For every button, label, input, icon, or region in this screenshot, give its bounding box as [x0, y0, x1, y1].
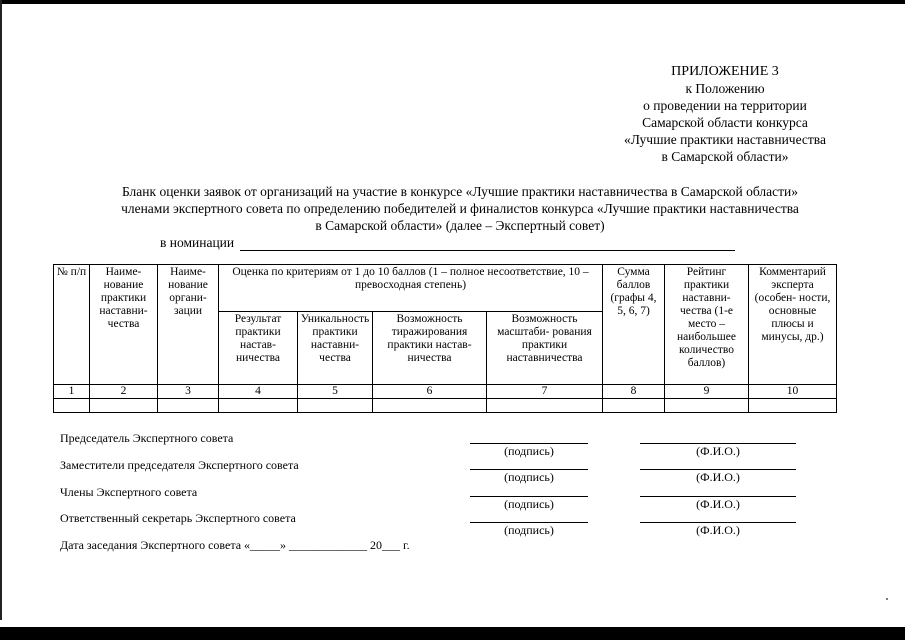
form-title — [60, 183, 860, 234]
header-criteria-group: Оценка по критериям от 1 до 10 баллов (1 – полное несоответствие, 10 – превосходная степень) — [219, 265, 603, 312]
evaluation-table — [53, 264, 837, 413]
column-number: 4 — [219, 385, 298, 399]
column-number: 7 — [487, 385, 603, 399]
meeting-date: Дата заседания Экспертного совета «_____» _____________ 20___ г. — [60, 538, 410, 552]
scan-left-border — [0, 0, 2, 620]
table-cell[interactable] — [219, 399, 298, 413]
header-criterion-scaling: Возможность масштаби- рования практики наставничества — [487, 312, 603, 385]
column-number: 10 — [749, 385, 837, 399]
column-number: 9 — [665, 385, 749, 399]
table-cell[interactable] — [298, 399, 373, 413]
name-caption: (Ф.И.О.) — [696, 523, 740, 537]
table-cell[interactable] — [158, 399, 219, 413]
column-number: 6 — [373, 385, 487, 399]
appendix-line: Самарской области конкурса — [642, 115, 808, 130]
appendix-title: ПРИЛОЖЕНИЕ 3 — [671, 64, 779, 79]
header-criterion-result: Результат практики настав- ничества — [219, 312, 298, 385]
header-comment: Комментарий эксперта (особен- ности, основные плюсы и минусы, др.) — [749, 265, 837, 385]
members-label: Члены Экспертного совета — [60, 485, 198, 499]
signature-caption: (подпись) — [504, 444, 554, 458]
appendix-line: к Положению — [685, 81, 765, 96]
table-cell[interactable] — [603, 399, 665, 413]
name-caption: (Ф.И.О.) — [696, 497, 740, 511]
scan-speck — [886, 598, 888, 600]
name-caption: (Ф.И.О.) — [696, 444, 740, 458]
header-number: № п/п — [54, 265, 90, 385]
nomination-row — [160, 235, 735, 251]
table-cell[interactable] — [749, 399, 837, 413]
name-caption: (Ф.И.О.) — [696, 470, 740, 484]
appendix-line: в Самарской области» — [661, 149, 789, 164]
column-number: 8 — [603, 385, 665, 399]
header-rating: Рейтинг практики наставни- чества (1-е место – наибольшее количество баллов) — [665, 265, 749, 385]
table-cell[interactable] — [665, 399, 749, 413]
header-score-sum: Сумма баллов (графы 4, 5, 6, 7) — [603, 265, 665, 385]
column-number: 5 — [298, 385, 373, 399]
form-title-line: Бланк оценки заявок от организаций на участие в конкурсе «Лучшие практики наставничества в Самарской области» — [121, 184, 799, 199]
appendix-line: о проведении на территории — [643, 98, 807, 113]
signature-caption: (подпись) — [504, 497, 554, 511]
form-title-line: членами экспертного совета по определению победителей и финалистов конкурса «Лучшие практики наставничества — [121, 201, 799, 216]
table-row — [54, 399, 837, 413]
header-criterion-replication: Возможность тиражирования практики настав- ничества — [373, 312, 487, 385]
scan-bottom-border — [0, 627, 905, 640]
signature-caption: (подпись) — [504, 523, 554, 537]
form-title-line: в Самарской области» (далее – Экспертный совет) — [315, 218, 605, 233]
table-cell[interactable] — [54, 399, 90, 413]
header-criterion-uniqueness: Уникальность практики наставни- чества — [298, 312, 373, 385]
table-cell[interactable] — [373, 399, 487, 413]
secretary-label: Ответственный секретарь Экспертного совета — [60, 511, 296, 525]
column-number-row — [54, 385, 837, 399]
table-cell[interactable] — [487, 399, 603, 413]
column-number: 3 — [158, 385, 219, 399]
chair-label: Председатель Экспертного совета — [60, 431, 234, 445]
deputies-label: Заместители председателя Экспертного совета — [60, 458, 299, 472]
appendix-line: «Лучшие практики наставничества — [623, 132, 826, 147]
column-number: 1 — [54, 385, 90, 399]
signature-caption: (подпись) — [504, 470, 554, 484]
header-practice-name: Наиме- нование практики наставни- чества — [90, 265, 158, 385]
appendix-block — [600, 63, 850, 165]
table-cell[interactable] — [90, 399, 158, 413]
column-number: 2 — [90, 385, 158, 399]
nomination-label: в номинации — [160, 235, 235, 250]
header-organization-name: Наиме- нование органи- зации — [158, 265, 219, 385]
scan-top-border — [0, 0, 905, 4]
nomination-field[interactable] — [240, 237, 735, 251]
